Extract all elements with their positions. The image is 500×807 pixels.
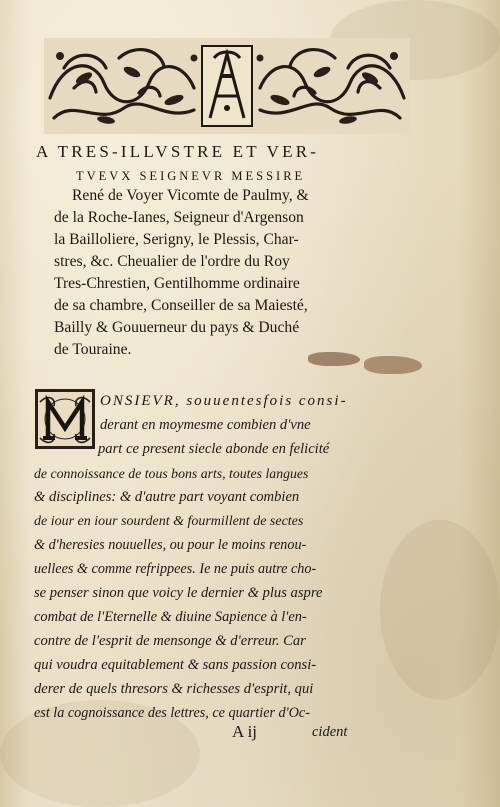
page-signature: A ij (232, 722, 258, 741)
body-line: qui voudra equitablement & sans passion consi- (34, 657, 317, 673)
dedication-line: A TRES-ILLVSTRE ET VER- (36, 142, 320, 161)
body-line: combat de l'Eternelle & diuine Sapience à l'en- (34, 609, 307, 625)
body-line: se penser sinon que voicy le dernier & plus aspre (34, 585, 323, 601)
headpiece-ornament (44, 38, 410, 134)
ornamental-headpiece-icon (44, 38, 410, 134)
body-line: contre de l'esprit de mensonge & d'erreur. Car (34, 633, 306, 649)
body-line: derant en moymesme combien d'vne (100, 417, 311, 433)
body-line: & d'heresies nouuelles, ou pour le moins renou- (34, 537, 307, 553)
body-line: part ce present siecle abonde en felicité (98, 441, 330, 457)
body-line-text: ONSIEVR, souuentesfois consi- (100, 393, 348, 409)
ink-stain (308, 352, 360, 366)
dedication-line: de la Roche-Ianes, Seigneur d'Argenson (54, 209, 304, 226)
body-line: de iour en iour sourdent & fourmillent de sectes (34, 514, 304, 529)
dedication-line: Bailly & Gouuerneur du pays & Duché (54, 319, 300, 336)
body-line: derer de quels thresors & richesses d'esprit, qui (34, 681, 314, 697)
body-line: & disciplines: & d'autre part voyant combien (34, 489, 300, 505)
dedication-line: de sa chambre, Conseiller de sa Maiesté, (54, 297, 308, 314)
body-line: de connoissance de tous bons arts, toutes langues (34, 466, 309, 481)
decorated-initial-icon (34, 388, 96, 450)
catchword: cident (312, 724, 348, 740)
body-line (100, 392, 348, 411)
body-line: est la cognoissance des lettres, ce quartier d'Oc- (34, 705, 310, 721)
dedication-line: la Bailloliere, Serigny, le Plessis, Char- (54, 231, 299, 248)
dedication-line: René de Voyer Vicomte de Paulmy, & (72, 187, 309, 204)
ink-stain (364, 356, 422, 374)
dedication-line: de Touraine. (54, 341, 132, 358)
decorated-initial (34, 388, 96, 450)
dedication-line: TVEVX SEIGNEVR MESSIRE (76, 169, 306, 183)
paper-stain (380, 520, 500, 700)
dedication-line: stres, &c. Cheualier de l'ordre du Roy (54, 253, 290, 270)
body-line: uellees & comme refrippees. Ie ne puis autre cho- (34, 561, 317, 577)
dedication-line: Tres-Chrestien, Gentilhomme ordinaire (54, 275, 300, 292)
